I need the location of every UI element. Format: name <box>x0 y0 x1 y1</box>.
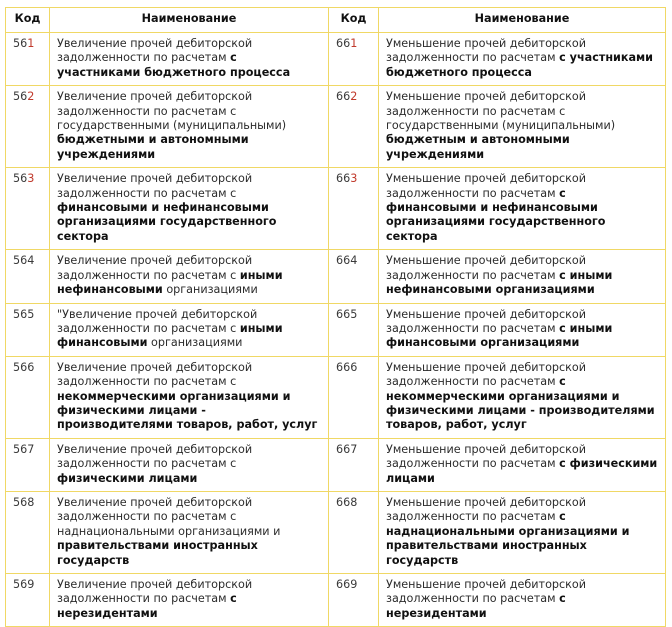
name-cell-right <box>379 491 666 573</box>
name-text: Уменьшение прочей дебиторской задолженности по расчетам <box>386 307 587 335</box>
name-emphasis: бюджетными и автономными учреждениями <box>57 133 249 161</box>
code-suffix-highlight: 3 <box>350 172 358 186</box>
name-text: организациями <box>162 283 258 297</box>
table-row <box>6 438 666 491</box>
code-prefix: 665 <box>336 307 358 321</box>
code-cell-left <box>6 33 50 86</box>
name-emphasis: с участниками бюджетного процесса <box>386 51 654 79</box>
table-row <box>6 356 666 438</box>
table-row <box>6 303 666 356</box>
name-emphasis: с наднациональными организациями и правительствами иностранных государств <box>386 510 630 567</box>
header-row <box>6 8 666 33</box>
name-cell-left <box>50 168 329 250</box>
name-text: организациями <box>147 336 243 350</box>
code-prefix: 568 <box>13 495 35 509</box>
name-cell-right <box>379 86 666 168</box>
name-emphasis: физическими лицами <box>57 471 198 485</box>
code-prefix: 56 <box>13 172 28 186</box>
name-text: Увеличение прочей дебиторской задолженности по расчетам с наднациональными организациями и <box>57 495 281 538</box>
name-emphasis: финансовыми и нефинансовыми организациями государственного сектора <box>57 201 277 243</box>
name-text: Уменьшение прочей дебиторской задолженности по расчетам <box>386 254 587 282</box>
code-suffix-highlight: 2 <box>350 90 358 104</box>
name-cell-right <box>379 303 666 356</box>
code-prefix: 664 <box>336 254 358 268</box>
name-text: Уменьшение прочей дебиторской задолженности по расчетам <box>386 360 587 389</box>
code-prefix: 567 <box>13 442 35 456</box>
name-text: Увеличение прочей дебиторской задолженности по расчетам <box>57 37 253 65</box>
code-suffix-highlight: 1 <box>350 37 358 50</box>
code-prefix: 566 <box>13 360 35 374</box>
code-prefix: 564 <box>13 254 35 268</box>
name-text: Увеличение прочей дебиторской задолженности по расчетам <box>57 578 253 606</box>
name-cell-right <box>379 250 666 303</box>
code-prefix: 666 <box>336 360 358 374</box>
name-emphasis: с участниками бюджетного процесса <box>57 51 291 79</box>
name-cell-left <box>50 86 329 168</box>
code-suffix-highlight: 1 <box>27 37 35 50</box>
name-emphasis: иными нефинансовыми <box>57 268 283 297</box>
name-emphasis: с физическими лицами <box>386 457 658 485</box>
name-cell-left <box>50 33 329 86</box>
code-cell-right <box>329 438 379 491</box>
name-text: Уменьшение прочей дебиторской задолженности по расчетам <box>386 442 587 471</box>
name-emphasis: с иными нефинансовыми организациями <box>386 268 613 297</box>
code-cell-left <box>6 491 50 573</box>
header-name-right: Наименование <box>379 8 666 33</box>
code-cell-right <box>329 356 379 438</box>
name-emphasis: с некоммерческими организациями и физическими лицами - производителями товаров, работ, услуг <box>386 375 655 432</box>
code-cell-right <box>329 491 379 573</box>
name-cell-left <box>50 438 329 491</box>
name-text: Уменьшение прочей дебиторской задолженности по расчетам <box>386 172 587 200</box>
name-text: "Увеличение прочей дебиторской задолженности по расчетам с <box>57 307 258 335</box>
code-cell-left <box>6 438 50 491</box>
name-cell-right <box>379 168 666 250</box>
name-emphasis: правительствами иностранных государств <box>57 539 258 567</box>
code-prefix: 56 <box>13 37 28 50</box>
name-text: Увеличение прочей дебиторской задолженности по расчетам с <box>57 254 253 282</box>
code-prefix: 66 <box>336 90 351 104</box>
name-text: Уменьшение прочей дебиторской задолженности по расчетам с государственными (муниципальными) <box>386 90 616 133</box>
code-cell-right <box>329 168 379 250</box>
code-suffix-highlight: 3 <box>27 172 35 186</box>
header-name-left: Наименование <box>50 8 329 33</box>
code-prefix: 66 <box>336 37 351 50</box>
code-cell-right <box>329 33 379 86</box>
name-text: Уменьшение прочей дебиторской задолженности по расчетам <box>386 578 587 606</box>
name-cell-left <box>50 250 329 303</box>
name-emphasis: с нерезидентами <box>386 592 566 620</box>
code-prefix: 668 <box>336 495 358 509</box>
table-body <box>6 33 666 627</box>
table-row <box>6 168 666 250</box>
header-code-left: Код <box>6 8 50 33</box>
name-cell-left <box>50 491 329 573</box>
code-suffix-highlight: 2 <box>27 90 35 104</box>
code-prefix: 565 <box>13 307 35 321</box>
table-row <box>6 86 666 168</box>
code-cell-right <box>329 86 379 168</box>
code-prefix: 569 <box>13 578 35 591</box>
code-cell-left <box>6 303 50 356</box>
code-prefix: 669 <box>336 578 358 591</box>
code-cell-right <box>329 250 379 303</box>
table-row <box>6 491 666 573</box>
name-emphasis: некоммерческими организациями и физическими лицами - производителями товаров, работ, услуг <box>57 389 318 432</box>
code-prefix: 667 <box>336 442 358 456</box>
name-text: Увеличение прочей дебиторской задолженности по расчетам с <box>57 442 253 471</box>
code-prefix: 66 <box>336 172 351 186</box>
table-row <box>6 250 666 303</box>
name-cell-right <box>379 33 666 86</box>
name-cell-right <box>379 438 666 491</box>
name-cell-right <box>379 356 666 438</box>
code-cell-left <box>6 168 50 250</box>
name-text: Увеличение прочей дебиторской задолженности по расчетам с <box>57 172 253 200</box>
code-cell-left <box>6 86 50 168</box>
name-cell-left <box>50 303 329 356</box>
name-text: Уменьшение прочей дебиторской задолженности по расчетам <box>386 37 587 65</box>
name-text: Увеличение прочей дебиторской задолженности по расчетам с <box>57 360 253 389</box>
name-text: Увеличение прочей дебиторской задолженности по расчетам с государственными (муниципальными) <box>57 90 287 133</box>
name-emphasis: с иными финансовыми организациями <box>386 321 613 350</box>
receivables-codes-table <box>5 7 666 627</box>
name-text: Уменьшение прочей дебиторской задолженности по расчетам <box>386 495 587 524</box>
name-emphasis: иными финансовыми <box>57 321 283 350</box>
code-cell-left <box>6 356 50 438</box>
name-emphasis: с нерезидентами <box>57 592 237 620</box>
table-row <box>6 33 666 86</box>
code-cell-right <box>329 303 379 356</box>
code-prefix: 56 <box>13 90 28 104</box>
code-cell-left <box>6 250 50 303</box>
header-code-right: Код <box>329 8 379 33</box>
name-emphasis: с финансовыми и нефинансовыми организациями государственного сектора <box>386 186 606 243</box>
name-emphasis: бюджетным и автономными учреждениями <box>386 133 570 161</box>
name-cell-left <box>50 356 329 438</box>
